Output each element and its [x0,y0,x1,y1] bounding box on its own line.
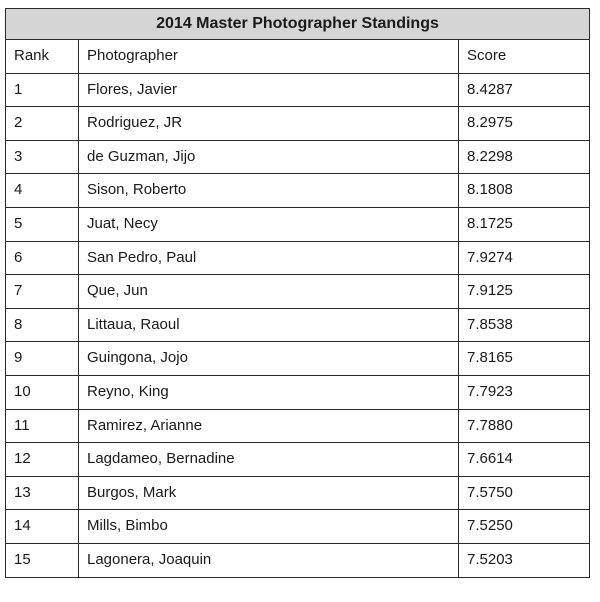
table-row [6,409,590,443]
rank-cell: 14 [6,510,79,544]
photographer-cell: Guingona, Jojo [79,342,459,376]
rank-cell: 6 [6,241,79,275]
rank-cell: 15 [6,543,79,577]
photographer-cell: Rodriguez, JR [79,107,459,141]
rank-cell: 7 [6,275,79,309]
score-cell: 7.9125 [459,275,590,309]
photographer-cell: Littaua, Raoul [79,308,459,342]
table-row [6,107,590,141]
table-row [6,443,590,477]
rank-cell: 3 [6,140,79,174]
table-row [6,73,590,107]
rank-cell: 8 [6,308,79,342]
photographer-cell: Flores, Javier [79,73,459,107]
table-row [6,174,590,208]
table-title: 2014 Master Photographer Standings [6,9,590,40]
score-cell: 8.1725 [459,207,590,241]
score-cell: 7.5750 [459,476,590,510]
photographer-cell: Mills, Bimbo [79,510,459,544]
score-cell: 7.9274 [459,241,590,275]
rank-cell: 12 [6,443,79,477]
score-cell: 8.2975 [459,107,590,141]
photographer-cell: Que, Jun [79,275,459,309]
standings-table [5,8,590,578]
photographer-cell: Lagonera, Joaquin [79,543,459,577]
table-row [6,275,590,309]
title-row [6,9,590,40]
score-cell: 8.4287 [459,73,590,107]
header-photographer: Photographer [79,40,459,74]
photographer-cell: Lagdameo, Bernadine [79,443,459,477]
rank-cell: 2 [6,107,79,141]
table-row [6,342,590,376]
photographer-cell: Burgos, Mark [79,476,459,510]
rank-cell: 5 [6,207,79,241]
score-cell: 7.5250 [459,510,590,544]
score-cell: 7.7880 [459,409,590,443]
score-cell: 7.5203 [459,543,590,577]
rank-cell: 13 [6,476,79,510]
header-score: Score [459,40,590,74]
photographer-cell: de Guzman, Jijo [79,140,459,174]
photographer-cell: San Pedro, Paul [79,241,459,275]
rank-cell: 4 [6,174,79,208]
table-row [6,207,590,241]
score-cell: 8.2298 [459,140,590,174]
rank-cell: 10 [6,375,79,409]
photographer-cell: Reyno, King [79,375,459,409]
photographer-cell: Ramirez, Arianne [79,409,459,443]
table-row [6,241,590,275]
rank-cell: 9 [6,342,79,376]
table-body [6,73,590,577]
header-row [6,40,590,74]
table-row [6,308,590,342]
rank-cell: 11 [6,409,79,443]
table-row [6,476,590,510]
score-cell: 7.6614 [459,443,590,477]
score-cell: 8.1808 [459,174,590,208]
table-row [6,140,590,174]
score-cell: 7.7923 [459,375,590,409]
table-row [6,510,590,544]
score-cell: 7.8165 [459,342,590,376]
rank-cell: 1 [6,73,79,107]
table-row [6,375,590,409]
table-row [6,543,590,577]
score-cell: 7.8538 [459,308,590,342]
header-rank: Rank [6,40,79,74]
photographer-cell: Juat, Necy [79,207,459,241]
photographer-cell: Sison, Roberto [79,174,459,208]
